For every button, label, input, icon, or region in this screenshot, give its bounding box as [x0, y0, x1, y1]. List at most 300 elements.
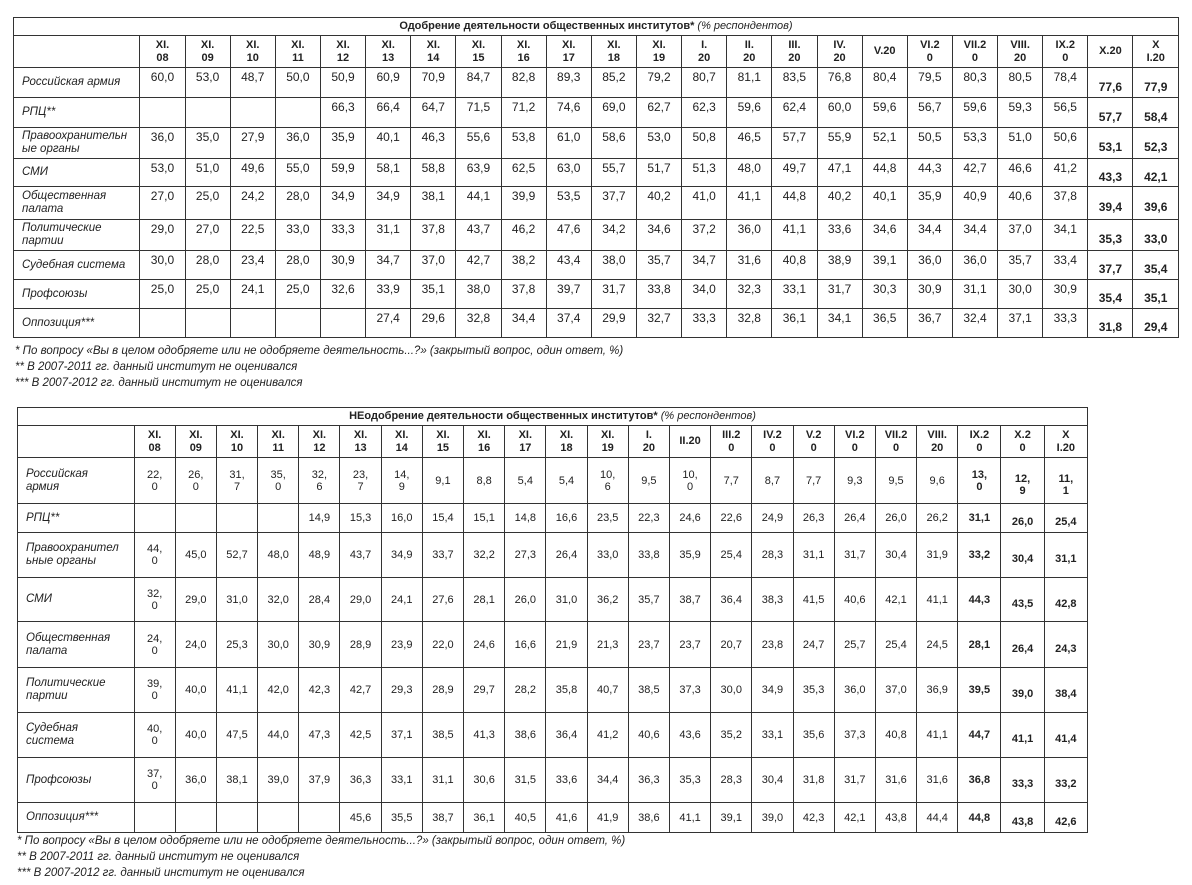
table-cell: 24,5: [917, 622, 958, 668]
table-cell: 9,5: [628, 458, 669, 504]
row-label: Правоохранительн ые органы: [14, 128, 140, 159]
column-header: XI. 11: [275, 36, 320, 68]
table-cell: 46,6: [998, 159, 1043, 187]
column-header: XI. 16: [501, 36, 546, 68]
table-cell: 45,0: [175, 533, 216, 578]
column-header: XI. 09: [175, 426, 216, 458]
table-cell: [175, 803, 216, 833]
table-cell: 32,8: [456, 309, 501, 338]
table-cell: [216, 803, 257, 833]
table-cell: 23, 7: [340, 458, 381, 504]
table-cell: 44,8: [958, 803, 1001, 833]
table-row: [14, 128, 1179, 159]
table-cell: 5,4: [546, 458, 587, 504]
header-corner: [18, 426, 135, 458]
table-row: [14, 309, 1179, 338]
table-cell: 25,4: [1044, 504, 1087, 533]
table-cell: 58,8: [411, 159, 456, 187]
table-cell: 36,0: [175, 758, 216, 803]
row-label: Судебная система: [18, 713, 135, 758]
table-cell: 46,5: [727, 128, 772, 159]
table-cell: 51,0: [185, 159, 230, 187]
table-cell: 34,9: [381, 533, 422, 578]
table-cell: 14,9: [299, 504, 340, 533]
table-cell: [230, 98, 275, 128]
table-cell: 39,4: [1088, 187, 1133, 220]
table-cell: 85,2: [591, 68, 636, 98]
table-cell: 36,1: [772, 309, 817, 338]
table-cell: 22,3: [628, 504, 669, 533]
table-row: [14, 68, 1179, 98]
table-cell: 32,8: [727, 309, 772, 338]
table-cell: 16,0: [381, 504, 422, 533]
table-cell: 31, 7: [216, 458, 257, 504]
table-cell: 63,0: [546, 159, 591, 187]
column-header: X.2 0: [1001, 426, 1044, 458]
table-cell: 25,0: [275, 280, 320, 309]
table-cell: 71,2: [501, 98, 546, 128]
table-cell: [140, 98, 185, 128]
column-header: XI. 17: [546, 36, 591, 68]
table-cell: 80,5: [998, 68, 1043, 98]
table-cell: 40,0: [175, 668, 216, 713]
table-cell: 39,9: [501, 187, 546, 220]
table-cell: [140, 309, 185, 338]
table-cell: 24,1: [230, 280, 275, 309]
table-cell: [185, 98, 230, 128]
table-cell: 59,6: [727, 98, 772, 128]
table-row: [18, 578, 1088, 622]
table-cell: 33,4: [1043, 251, 1088, 280]
table-title: [14, 18, 1179, 36]
table-cell: 80,7: [682, 68, 727, 98]
row-label: Оппозиция***: [18, 803, 135, 833]
table-cell: 31,0: [216, 578, 257, 622]
column-header: VIII. 20: [917, 426, 958, 458]
table-cell: 30,9: [907, 280, 952, 309]
table-cell: 42,5: [340, 713, 381, 758]
table-cell: 35,7: [628, 578, 669, 622]
table-cell: 28,9: [422, 668, 463, 713]
row-label: РПЦ**: [14, 98, 140, 128]
table-row: [14, 159, 1179, 187]
table-cell: 30,4: [1001, 533, 1044, 578]
table-cell: [175, 504, 216, 533]
table-cell: 33,0: [587, 533, 628, 578]
table-cell: 31,7: [834, 758, 875, 803]
table-cell: 50,5: [907, 128, 952, 159]
column-header: XI. 12: [299, 426, 340, 458]
table-cell: 53,5: [546, 187, 591, 220]
table-cell: 33,3: [320, 220, 365, 251]
table-cell: 21,3: [587, 622, 628, 668]
table-cell: 49,6: [230, 159, 275, 187]
column-header: VII.2 0: [952, 36, 997, 68]
table-cell: 43,7: [456, 220, 501, 251]
table-cell: 34,2: [591, 220, 636, 251]
table-cell: 79,2: [636, 68, 681, 98]
table-cell: 28,0: [275, 187, 320, 220]
table-cell: 44,8: [862, 159, 907, 187]
table-cell: 37,3: [669, 668, 710, 713]
table-cell: 60,0: [140, 68, 185, 98]
table-cell: 37,4: [546, 309, 591, 338]
table-cell: 69,0: [591, 98, 636, 128]
table-cell: 63,9: [456, 159, 501, 187]
table-cell: 53,8: [501, 128, 546, 159]
column-header: I. 20: [682, 36, 727, 68]
table-cell: 42,8: [1044, 578, 1087, 622]
table-cell: 46,3: [411, 128, 456, 159]
table-cell: 31,9: [917, 533, 958, 578]
table-cell: 29,7: [464, 668, 505, 713]
table-cell: 26,4: [834, 504, 875, 533]
table-cell: 5,4: [505, 458, 546, 504]
table-row: [18, 504, 1088, 533]
table-cell: 59,3: [998, 98, 1043, 128]
table-cell: 50,6: [1043, 128, 1088, 159]
table-cell: 51,3: [682, 159, 727, 187]
table-cell: 34,7: [366, 251, 411, 280]
table-cell: 36,7: [907, 309, 952, 338]
table-cell: 31,1: [793, 533, 834, 578]
table-cell: 42,6: [1044, 803, 1087, 833]
table-cell: 34,4: [587, 758, 628, 803]
table-cell: 31,5: [505, 758, 546, 803]
table-cell: 21,9: [546, 622, 587, 668]
column-header: XI. 09: [185, 36, 230, 68]
table-row: [14, 98, 1179, 128]
table-cell: 29,0: [140, 220, 185, 251]
table-cell: 30,9: [320, 251, 365, 280]
table-cell: 33,0: [275, 220, 320, 251]
table-cell: 24,3: [1044, 622, 1087, 668]
table-cell: 81,1: [727, 68, 772, 98]
table-cell: 28,3: [711, 758, 752, 803]
table-cell: 34,4: [501, 309, 546, 338]
table-cell: 33,3: [682, 309, 727, 338]
table-cell: 38,7: [669, 578, 710, 622]
table-cell: 45,6: [340, 803, 381, 833]
row-label: Общественная палата: [14, 187, 140, 220]
column-header: II. 20: [727, 36, 772, 68]
table-cell: 30,9: [299, 622, 340, 668]
table-cell: 32, 6: [299, 458, 340, 504]
table-cell: 48,0: [258, 533, 299, 578]
table-cell: 60,0: [817, 98, 862, 128]
table-cell: 32,3: [727, 280, 772, 309]
table-cell: 53,1: [1088, 128, 1133, 159]
table-cell: [134, 803, 175, 833]
table-cell: 35,5: [381, 803, 422, 833]
table-cell: [134, 504, 175, 533]
table-cell: 42,1: [834, 803, 875, 833]
table-cell: 30,0: [258, 622, 299, 668]
table-cell: 9,1: [422, 458, 463, 504]
table-cell: 37,7: [591, 187, 636, 220]
table-cell: 39,0: [258, 758, 299, 803]
table-cell: 34,0: [682, 280, 727, 309]
table-cell: 36,0: [140, 128, 185, 159]
table-cell: 38,0: [591, 251, 636, 280]
table-cell: 35,3: [1088, 220, 1133, 251]
table-cell: 40,6: [834, 578, 875, 622]
table-cell: 36,9: [917, 668, 958, 713]
table-cell: 40,8: [772, 251, 817, 280]
column-header: XI. 15: [456, 36, 501, 68]
table-title: [18, 408, 1088, 426]
table-cell: 41,6: [546, 803, 587, 833]
table-cell: 55,6: [456, 128, 501, 159]
table-cell: 36,0: [952, 251, 997, 280]
table-cell: 35,4: [1133, 251, 1179, 280]
table-cell: 43,8: [1001, 803, 1044, 833]
table-cell: 38,2: [501, 251, 546, 280]
table-cell: 77,9: [1133, 68, 1179, 98]
table-cell: 41,2: [1043, 159, 1088, 187]
table-cell: 41,1: [917, 578, 958, 622]
table-cell: 31,6: [917, 758, 958, 803]
table-cell: [275, 309, 320, 338]
table-cell: 36,1: [464, 803, 505, 833]
table-cell: 34,1: [817, 309, 862, 338]
table-cell: 37,3: [834, 713, 875, 758]
table-cell: 33,3: [1001, 758, 1044, 803]
table-cell: 40,2: [636, 187, 681, 220]
table-cell: 55,7: [591, 159, 636, 187]
table-cell: 35,9: [907, 187, 952, 220]
table-cell: 41,3: [464, 713, 505, 758]
table-cell: 9,3: [834, 458, 875, 504]
table-cell: [275, 98, 320, 128]
table-cell: 80,3: [952, 68, 997, 98]
table-cell: 51,0: [998, 128, 1043, 159]
table-cell: 37,1: [998, 309, 1043, 338]
table-cell: 27,3: [505, 533, 546, 578]
table-cell: 24,7: [793, 622, 834, 668]
table-cell: 31,8: [1088, 309, 1133, 338]
column-header: IV.2 0: [752, 426, 793, 458]
table-cell: 7,7: [793, 458, 834, 504]
table-cell: 44,4: [917, 803, 958, 833]
table-cell: 29,6: [411, 309, 456, 338]
column-header: XI. 18: [546, 426, 587, 458]
table-cell: 33,2: [1044, 758, 1087, 803]
table-cell: 36,0: [907, 251, 952, 280]
disapproval-footnotes: [17, 833, 625, 881]
table-cell: 55,9: [817, 128, 862, 159]
table-cell: 28,9: [340, 622, 381, 668]
table-cell: 49,7: [772, 159, 817, 187]
table-cell: 26,0: [875, 504, 916, 533]
table-cell: 37,8: [411, 220, 456, 251]
column-header: X I.20: [1044, 426, 1087, 458]
table-cell: 25,4: [875, 622, 916, 668]
table-cell: 66,4: [366, 98, 411, 128]
table-cell: [299, 803, 340, 833]
table-cell: 41,0: [682, 187, 727, 220]
table-cell: 42,7: [952, 159, 997, 187]
table-cell: 77,6: [1088, 68, 1133, 98]
table-cell: 58,6: [591, 128, 636, 159]
table-cell: 37, 0: [134, 758, 175, 803]
table-cell: 33,0: [1133, 220, 1179, 251]
footnote: ** В 2007-2011 гг. данный институт не оценивался: [15, 361, 298, 373]
table-cell: 40,8: [875, 713, 916, 758]
table-cell: 37,8: [1043, 187, 1088, 220]
column-header: X.20: [1088, 36, 1133, 68]
table-cell: 16,6: [505, 622, 546, 668]
table-cell: 15,1: [464, 504, 505, 533]
table-cell: 55,0: [275, 159, 320, 187]
table-cell: 31,1: [1044, 533, 1087, 578]
column-header: XI. 19: [587, 426, 628, 458]
table-cell: 31,6: [727, 251, 772, 280]
table-cell: 43,3: [1088, 159, 1133, 187]
table-cell: 36,4: [546, 713, 587, 758]
table-cell: 22,6: [711, 504, 752, 533]
table-cell: 23,7: [628, 622, 669, 668]
table-cell: 52,7: [216, 533, 257, 578]
title-row: [18, 408, 1088, 426]
table-cell: 41,1: [917, 713, 958, 758]
table-title-unit: (% респондентов): [694, 20, 793, 32]
table-cell: 25,3: [216, 622, 257, 668]
table-row: [14, 251, 1179, 280]
table-cell: 34,6: [636, 220, 681, 251]
row-label: РПЦ**: [18, 504, 135, 533]
table-cell: 26,0: [1001, 504, 1044, 533]
column-header: XI. 13: [340, 426, 381, 458]
table-cell: 39,6: [1133, 187, 1179, 220]
table-title-main: Одобрение деятельности общественных институтов*: [399, 20, 695, 32]
table-cell: 29,0: [340, 578, 381, 622]
table-cell: 79,5: [907, 68, 952, 98]
table-cell: 57,7: [1088, 98, 1133, 128]
table-cell: 76,8: [817, 68, 862, 98]
table-cell: 38,4: [1044, 668, 1087, 713]
table-cell: 35,7: [998, 251, 1043, 280]
table-cell: 38,9: [817, 251, 862, 280]
row-label: Российская армия: [18, 458, 135, 504]
row-label: Правоохранител ьные органы: [18, 533, 135, 578]
column-header: XI. 11: [258, 426, 299, 458]
table-cell: 62,7: [636, 98, 681, 128]
table-cell: 23,4: [230, 251, 275, 280]
column-header: VII.2 0: [875, 426, 916, 458]
table-cell: 8,7: [752, 458, 793, 504]
table-title-unit: (% респондентов): [657, 410, 756, 422]
table-title-main: НЕодобрение деятельности общественных институтов*: [349, 410, 658, 422]
table-cell: 34,1: [1043, 220, 1088, 251]
table-cell: 9,5: [875, 458, 916, 504]
table-cell: 11, 1: [1044, 458, 1087, 504]
table-cell: 62,5: [501, 159, 546, 187]
column-header: VIII. 20: [998, 36, 1043, 68]
table-cell: 31,0: [546, 578, 587, 622]
table-cell: 31,1: [366, 220, 411, 251]
row-label: Профсоюзы: [18, 758, 135, 803]
table-row: [18, 758, 1088, 803]
table-cell: 36,3: [340, 758, 381, 803]
row-label: Профсоюзы: [14, 280, 140, 309]
table-cell: 35,3: [793, 668, 834, 713]
table-cell: 35,2: [711, 713, 752, 758]
table-cell: 31,1: [958, 504, 1001, 533]
table-cell: 42,0: [258, 668, 299, 713]
table-cell: 34,9: [320, 187, 365, 220]
table-cell: 27,9: [230, 128, 275, 159]
table-cell: 33,1: [752, 713, 793, 758]
table-cell: 16,6: [546, 504, 587, 533]
table-cell: 12, 9: [1001, 458, 1044, 504]
row-label: Политические партии: [18, 668, 135, 713]
table-cell: 64,7: [411, 98, 456, 128]
table-cell: [230, 309, 275, 338]
table-cell: 35,7: [636, 251, 681, 280]
table-cell: 7,7: [711, 458, 752, 504]
table-cell: 31,6: [875, 758, 916, 803]
table-cell: 48,9: [299, 533, 340, 578]
table-cell: 39,7: [546, 280, 591, 309]
column-header: XI. 15: [422, 426, 463, 458]
table-cell: 50,8: [682, 128, 727, 159]
table-cell: 32,0: [258, 578, 299, 622]
table-cell: 27,0: [185, 220, 230, 251]
table-cell: 36,8: [958, 758, 1001, 803]
table-cell: 32,7: [636, 309, 681, 338]
footnote: * По вопросу «Вы в целом одобряете или не одобряете деятельность...?» (закрытый вопрос, один ответ, %): [15, 345, 624, 357]
disapproval-table: [17, 407, 1088, 833]
column-header: IX.2 0: [958, 426, 1001, 458]
table-cell: 25,4: [711, 533, 752, 578]
table-cell: 26,4: [546, 533, 587, 578]
table-cell: 43,7: [340, 533, 381, 578]
column-header: III. 20: [772, 36, 817, 68]
table-cell: 23,5: [587, 504, 628, 533]
table-cell: 34,4: [907, 220, 952, 251]
table-row: [18, 668, 1088, 713]
table-cell: 44,3: [907, 159, 952, 187]
table-cell: 9,6: [917, 458, 958, 504]
table-cell: 56,7: [907, 98, 952, 128]
table-cell: 53,0: [636, 128, 681, 159]
table-cell: 36,2: [587, 578, 628, 622]
table-cell: 31,1: [952, 280, 997, 309]
table-cell: 14,8: [505, 504, 546, 533]
header-row: [18, 426, 1088, 458]
footnote: *** В 2007-2012 гг. данный институт не оценивался: [17, 867, 305, 879]
table-cell: 29,0: [175, 578, 216, 622]
table-cell: 37,0: [875, 668, 916, 713]
table-cell: 43,8: [875, 803, 916, 833]
table-cell: 47,5: [216, 713, 257, 758]
table-cell: 53,0: [185, 68, 230, 98]
table-cell: 41,9: [587, 803, 628, 833]
table-cell: 39,0: [1001, 668, 1044, 713]
column-header: IX.2 0: [1043, 36, 1088, 68]
table-cell: 38,6: [505, 713, 546, 758]
column-header: V.20: [862, 36, 907, 68]
table-cell: 36,3: [628, 758, 669, 803]
column-header: XI. 18: [591, 36, 636, 68]
row-label: СМИ: [14, 159, 140, 187]
table-cell: 56,5: [1043, 98, 1088, 128]
table-cell: 37,2: [682, 220, 727, 251]
row-label: СМИ: [18, 578, 135, 622]
table-cell: 62,3: [682, 98, 727, 128]
table-cell: 39,1: [711, 803, 752, 833]
